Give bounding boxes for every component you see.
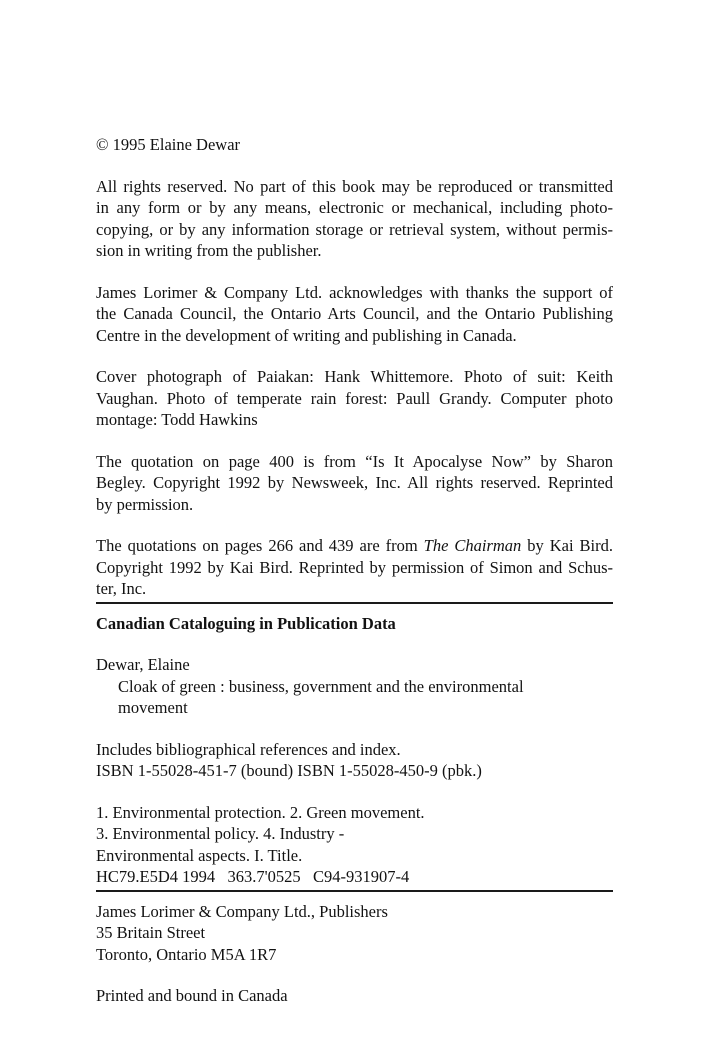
cover-credits-paragraph (96, 366, 613, 431)
cip-entry-block (96, 654, 613, 719)
cip-isbn-block (96, 739, 613, 782)
printed-in-line: Printed and bound in Canada (96, 986, 288, 1005)
quotation-400-line-3: by permission. (96, 494, 194, 514)
quotation-266-439-line-1 (96, 535, 613, 557)
quotation-400-paragraph (96, 451, 613, 516)
rights-line-1: All rights reserved. No part of this book may be reproduced or transmitted (96, 176, 613, 196)
cip-title-line-1: Cloak of green : business, government and the environmental (118, 676, 524, 696)
cover-credits-line-3: montage: Todd Hawkins (96, 410, 258, 429)
quotation-400-line-2: Begley. Copyright 1992 by Newsweek, Inc. All rights reserved. Reprinted (96, 473, 613, 492)
cip-subject-line-1: 1. Environmental protection. 2. Green movement. (96, 802, 425, 822)
cip-author: Dewar, Elaine (96, 655, 190, 674)
publisher-city: Toronto, Ontario M5A 1R7 (96, 944, 277, 964)
quotation-266-439-paragraph (96, 535, 613, 600)
cip-call-number: HC79.E5D4 1994 363.7'0525 C94-931907-4 (96, 867, 410, 886)
cip-subject-line-2: 3. Environmental policy. 4. Industry - (96, 824, 345, 843)
copyright-notice (96, 134, 613, 156)
rights-paragraph (96, 176, 613, 262)
rights-line-2: in any form or by any means, electronic or mechanical, including photo- (96, 198, 613, 217)
cip-subjects-block (96, 802, 613, 888)
publisher-name: James Lorimer & Company Ltd., Publishers (96, 901, 388, 921)
rights-line-3: copying, or by any information storage or retrieval system, without permis- (96, 219, 613, 239)
cover-credits-line-1: Cover photograph of Paiakan: Hank Whittemore. Photo of suit: Keith (96, 367, 613, 386)
quotation-266-439-prefix: The quotations on pages 266 and 439 are from (96, 536, 424, 555)
cip-isbn: ISBN 1-55028-451-7 (bound) ISBN 1-55028-450-9 (pbk.) (96, 761, 482, 780)
acknowledgement-line-2: the Canada Council, the Ontario Arts Council, and the Ontario Publishing (96, 304, 613, 323)
quotation-266-439-line-3: ter, Inc. (96, 579, 147, 598)
cip-title-line-2: movement (118, 698, 188, 717)
acknowledgement-line-3: Centre in the development of writing and publishing in Canada. (96, 325, 517, 345)
cip-subject-line-3: Environmental aspects. I. Title. (96, 845, 303, 865)
copyright-line: © 1995 Elaine Dewar (96, 135, 241, 154)
quotation-400-line-1: The quotation on page 400 is from “Is It Apocalyse Now” by Sharon (96, 451, 613, 471)
book-title-italic: The Chairman (423, 536, 522, 555)
printed-in-block (96, 985, 613, 1007)
acknowledgement-paragraph (96, 282, 613, 347)
cip-includes: Includes bibliographical references and index. (96, 739, 401, 759)
publisher-street: 35 Britain Street (96, 923, 206, 942)
divider-rule-bottom (96, 890, 613, 892)
cip-heading: Canadian Cataloguing in Publication Data (96, 613, 396, 633)
quotation-266-439-line-2: Copyright 1992 by Kai Bird. Reprinted by permission of Simon and Schus- (96, 557, 613, 577)
publisher-address-block (96, 901, 613, 966)
quotation-266-439-suffix: by Kai Bird. (521, 536, 613, 555)
acknowledgement-line-1: James Lorimer & Company Ltd. acknowledges with thanks the support of (96, 282, 613, 302)
divider-rule-top (96, 602, 613, 604)
cover-credits-line-2: Vaughan. Photo of temperate rain forest: Paull Grandy. Computer photo (96, 388, 613, 408)
rights-line-4: sion in writing from the publisher. (96, 241, 322, 260)
